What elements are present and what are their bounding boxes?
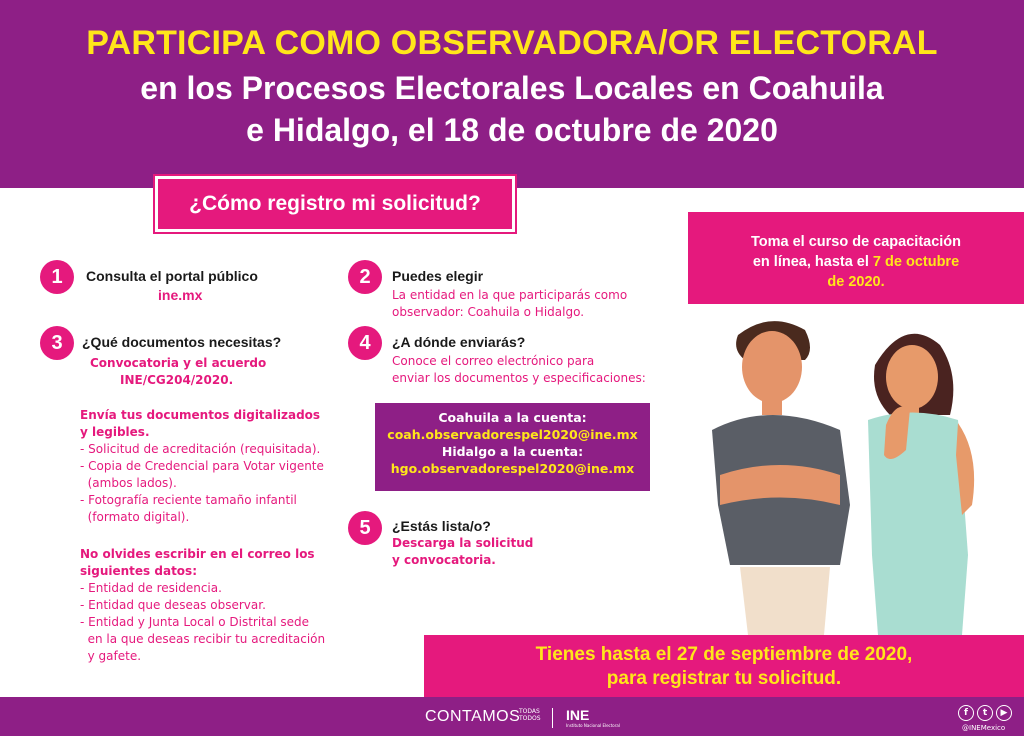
how-to-register-heading: ¿Cómo registro mi solicitud? <box>155 176 515 232</box>
contamos-logo-text: CONTAMOS <box>425 708 521 725</box>
step-5-title: ¿Estás lista/o? <box>392 518 491 534</box>
course-line-2 <box>688 252 1024 272</box>
document-item: (ambos lados). <box>80 476 177 490</box>
deadline-banner <box>424 635 1024 697</box>
man-figure <box>712 321 850 635</box>
step-3-sub-1: Convocatoria y el acuerdo <box>90 356 267 370</box>
step-4-desc-2: enviar los documentos y especificaciones: <box>392 371 646 385</box>
step-4-desc-1: Conoce el correo electrónico para <box>392 354 595 368</box>
data-item: - Entidad y Junta Local o Distrital sede <box>80 615 310 629</box>
deadline-line-2: para registrar tu solicitud. <box>606 668 842 689</box>
step-2-title: Puedes elegir <box>392 268 484 284</box>
documents-intro-2: y legibles. <box>80 425 150 439</box>
main-title: PARTICIPA COMO OBSERVADORA/OR ELECTORAL <box>86 24 938 62</box>
ine-subtitle: Instituto Nacional Electoral <box>566 723 620 728</box>
remember-title-1: No olvides escribir en el correo los <box>80 547 315 561</box>
portal-link[interactable]: ine.mx <box>158 287 203 303</box>
document-item: - Copia de Credencial para Votar vigente <box>80 459 324 473</box>
course-line-3: de 2020. <box>827 274 885 290</box>
facebook-icon[interactable]: f <box>958 705 974 721</box>
data-item: - Entidad de residencia. <box>80 581 222 595</box>
step-3-sub-2: INE/CG204/2020. <box>120 373 234 387</box>
subtitle-line-2: e Hidalgo, el 18 de octubre de 2020 <box>246 112 778 148</box>
email-box <box>375 403 650 491</box>
data-item: y gafete. <box>80 649 142 663</box>
step-5-sub-2: y convocatoria. <box>392 553 496 567</box>
data-item: - Entidad que deseas observar. <box>80 598 266 612</box>
document-item: - Solicitud de acreditación (requisitada). <box>80 442 321 456</box>
step-2-number: 2 <box>348 260 382 294</box>
documents-intro-1: Envía tus documentos digitalizados <box>80 408 321 422</box>
step-4-title: ¿A dónde enviarás? <box>392 334 526 350</box>
course-date: 7 de octubre <box>872 254 960 270</box>
remember-title-2: siguientes datos: <box>80 564 197 578</box>
hidalgo-label: Hidalgo a la cuenta: <box>441 444 584 459</box>
hidalgo-email-link[interactable]: hgo.observadorespel2020@ine.mx <box>390 461 635 476</box>
step-5-sub-1[interactable]: Descarga la solicitud <box>392 536 534 550</box>
todos-text: TODOS <box>519 715 541 722</box>
twitter-icon[interactable]: t <box>977 705 993 721</box>
data-item: en la que deseas recibir tu acreditación <box>80 632 326 646</box>
subtitle-line-1: en los Procesos Electorales Locales en Coahuila <box>140 70 884 106</box>
todas-todos-text <box>519 708 541 722</box>
woman-figure <box>868 334 974 635</box>
deadline-line-1: Tienes hasta el 27 de septiembre de 2020, <box>535 644 913 665</box>
youtube-icon[interactable]: ▶ <box>996 705 1012 721</box>
coahuila-email-link[interactable]: coah.observadorespel2020@ine.mx <box>387 427 638 442</box>
ine-logo: INE <box>566 707 590 723</box>
document-item: (formato digital). <box>80 510 190 524</box>
step-3-title: ¿Qué documentos necesitas? <box>82 334 282 350</box>
step-5-number: 5 <box>348 511 382 545</box>
step-2-desc-2: observador: Coahuila o Hidalgo. <box>392 305 585 319</box>
step-1-number: 1 <box>40 260 74 294</box>
coahuila-label: Coahuila a la cuenta: <box>438 410 587 425</box>
step-3-number: 3 <box>40 326 74 360</box>
document-item: - Fotografía reciente tamaño infantil <box>80 493 297 507</box>
step-1-title: Consulta el portal público <box>86 268 258 284</box>
step-2-desc-1: La entidad en la que participarás como <box>392 288 628 302</box>
footer-divider <box>552 708 553 728</box>
course-line-2-text: en línea, hasta el <box>752 254 873 270</box>
training-course-box <box>688 212 1024 304</box>
people-illustration <box>700 305 1024 635</box>
social-handle: @INEMexico <box>962 724 1006 732</box>
step-4-number: 4 <box>348 326 382 360</box>
todas-text: TODAS <box>519 708 540 715</box>
course-line-1: Toma el curso de capacitación <box>750 234 962 250</box>
